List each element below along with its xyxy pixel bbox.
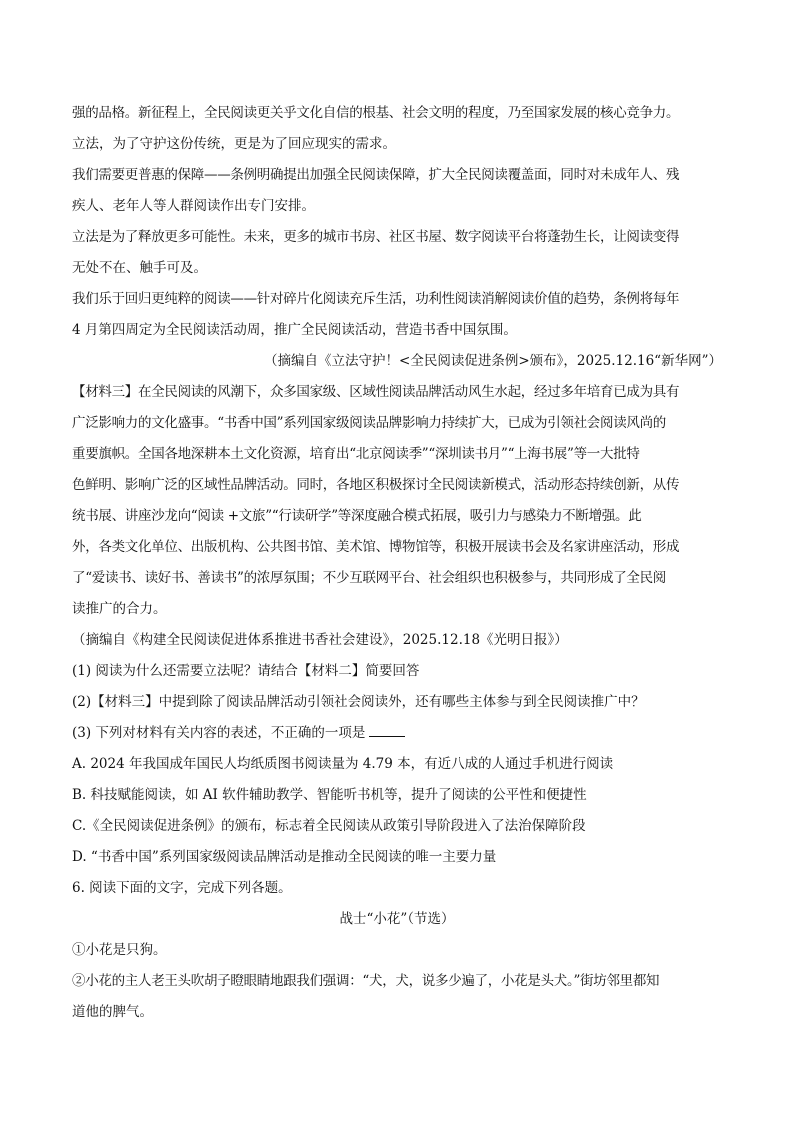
question-1: (1) 阅读为什么还需要立法呢？请结合【材料二】简要回答 (72, 663, 420, 679)
source-citation: （摘编自《构建全民阅读促进体系推进书香社会建设》，2025.12.18《光明日报》） (72, 632, 568, 648)
paragraph-line: 无处不在、触手可及。 (72, 260, 207, 276)
material-three-line: 色鲜明、影响广泛的区域性品牌活动。同时，各地区积极探讨全民阅读新模式，活动形态持续创新，从传 (72, 477, 680, 493)
option-a: A. 2024 年我国成年国民人均纸质图书阅读量为 4.79 本，有近八成的人通过手机进行阅读 (72, 756, 614, 772)
material-three-line: 外，各类文化单位、出版机构、公共图书馆、美术馆、博物馆等，积极开展读书会及名家讲座活动，形成 (72, 539, 680, 555)
answer-blank (369, 724, 405, 737)
question-3-text: (3) 下列对材料有关内容的表述，不正确的一项是 (72, 725, 366, 741)
paragraph-line: 我们乐于回归更纯粹的阅读——针对碎片化阅读充斥生活，功利性阅读消解阅读价值的趋势，条例将每年 (72, 291, 680, 307)
question-2: (2)【材料三】中提到除了阅读品牌活动引领社会阅读外，还有哪些主体参与到全民阅读推广中？ (72, 694, 645, 710)
source-citation: （摘编自《立法守护！<全民阅读促进条例>颁布》，2025.12.16“新华网”） (264, 353, 722, 369)
question-3 (72, 718, 722, 749)
material-three-line: 广泛影响力的文化盛事。“书香中国”系列国家级阅读品牌影响力持续扩大，已成为引领社会阅读风尚的 (72, 415, 667, 431)
material-three-line: 重要旗帜。全国各地深耕本土文化资源，培育出“北京阅读季”“深圳读书月”“上海书展”等一大批特 (72, 446, 640, 462)
passage-line: ①小花是只狗。 (72, 942, 167, 958)
material-three-line: 了“爱读书、读好书、善读书”的浓厚氛围；不少互联网平台、社会组织也积极参与，共同形成了全民阅 (72, 570, 667, 586)
paragraph-line: 立法是为了释放更多可能性。未来，更多的城市书房、社区书屋、数字阅读平台将蓬勃生长，让阅读变得 (72, 229, 680, 245)
passage-line: ②小花的主人老王头吹胡子瞪眼睛地跟我们强调：“犬，犬，说多少遍了，小花是头犬。”街坊邻里都知 (72, 973, 660, 989)
material-three-line: 读推广的合力。 (72, 601, 167, 617)
paragraph-line: 疾人、老年人等人群阅读作出专门安排。 (72, 198, 315, 214)
option-b: B. 科技赋能阅读，如 AI 软件辅助教学、智能听书机等，提升了阅读的公平性和便捷性 (72, 787, 587, 803)
paragraph-line: 我们需要更普惠的保障——条例明确提出加强全民阅读保障，扩大全民阅读覆盖面，同时对未成年人、残 (72, 167, 680, 183)
document-body (72, 98, 722, 1028)
option-c: C.《全民阅读促进条例》的颁布，标志着全民阅读从政策引导阶段进入了法治保障阶段 (72, 818, 586, 834)
paragraph-line: 立法，为了守护这份传统，更是为了回应现实的需求。 (72, 136, 396, 152)
material-three-line: 【材料三】在全民阅读的风潮下，众多国家级、区域性阅读品牌活动风生水起，经过多年培育已成为具有 (72, 384, 680, 400)
passage-line: 道他的脾气。 (72, 1004, 153, 1020)
paragraph-line: 强的品格。新征程上，全民阅读更关乎文化自信的根基、社会文明的程度，乃至国家发展的核心竞争力。 (72, 105, 680, 121)
paragraph-line: 4 月第四周定为全民阅读活动周，推广全民阅读活动，营造书香中国氛围。 (72, 322, 517, 338)
passage-title: 战士“小花”（节选） (339, 911, 455, 927)
material-three-line: 统书展、讲座沙龙向“阅读 +文旅”“行读研学”等深度融合模式拓展，吸引力与感染力不断增强。此 (72, 508, 642, 524)
option-d: D. “书香中国”系列国家级阅读品牌活动是推动全民阅读的唯一主要力量 (72, 849, 497, 865)
question-6-prompt: 6. 阅读下面的文字，完成下列各题。 (72, 880, 292, 896)
